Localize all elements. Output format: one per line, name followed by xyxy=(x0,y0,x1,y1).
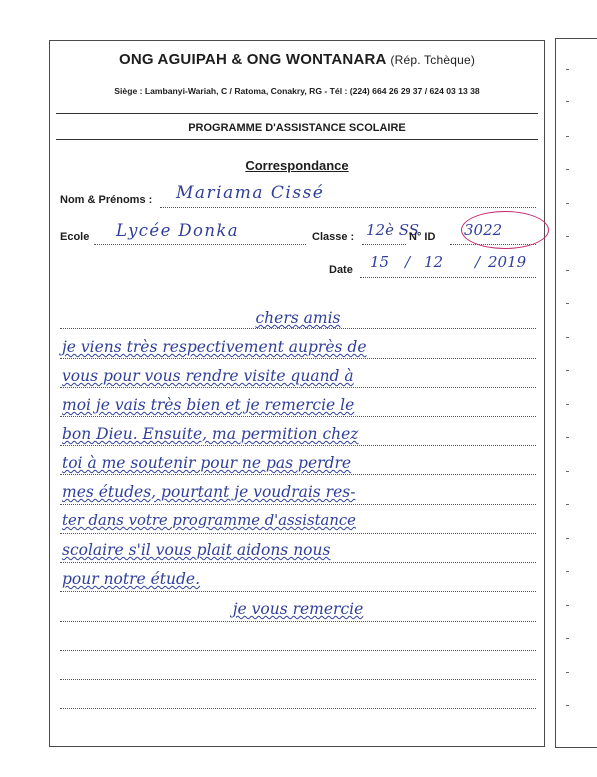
adjacent-page-dot xyxy=(566,672,569,673)
date-separator-icon: / xyxy=(405,253,411,271)
adjacent-page-dot xyxy=(566,705,569,706)
school-value: Lycée Donka xyxy=(116,221,240,240)
section-title: Correspondance xyxy=(245,158,349,173)
org-title: ONG AGUIPAH & ONG WONTANARA xyxy=(118,51,387,68)
adjacent-page-dot xyxy=(566,169,569,170)
id-label: N° ID xyxy=(409,231,436,243)
letter-line xyxy=(60,387,536,388)
letter-text-line: ter dans votre programme d'assistance xyxy=(62,512,356,529)
letter-line xyxy=(60,416,536,417)
name-dotted-line xyxy=(160,207,536,208)
letter-line xyxy=(60,328,536,329)
letter-line xyxy=(60,650,536,651)
school-label: Ecole xyxy=(60,231,90,243)
program-divider xyxy=(56,139,538,140)
letter-line xyxy=(60,474,536,475)
adjacent-page-dot xyxy=(566,101,569,102)
letter-text-line: chers amis xyxy=(255,309,341,327)
date-day: 15 xyxy=(370,253,390,271)
date-label: Date xyxy=(329,264,353,276)
adjacent-page-dot xyxy=(566,638,569,639)
class-label: Classe : xyxy=(312,231,355,243)
program-title: PROGRAMME D'ASSISTANCE SCOLAIRE xyxy=(188,122,406,134)
org-address: Siège : Lambanyi-Wariah, C / Ratoma, Conakry, RG - Tél : (224) 664 26 29 37 / 624 03 13 38 xyxy=(114,86,480,96)
letter-line xyxy=(60,445,536,446)
date-year: 2019 xyxy=(488,253,527,271)
header-divider xyxy=(56,113,538,114)
date-separator-icon: / xyxy=(475,253,481,271)
name-label: Nom & Prénoms : xyxy=(60,194,153,206)
letter-text-line: pour notre étude. xyxy=(62,570,201,588)
adjacent-page-dot xyxy=(566,270,569,271)
letter-text-line: moi je vais très bien et je remercie le xyxy=(62,396,355,414)
adjacent-page-dot xyxy=(566,571,569,572)
letter-text-line: vous pour vous rendre visite quand à xyxy=(62,367,354,385)
org-subtitle: (Rép. Tchèque) xyxy=(390,53,476,67)
org-header xyxy=(50,51,544,68)
letter-line xyxy=(60,562,536,563)
letter-line xyxy=(60,504,536,505)
letter-text-line: scolaire s'il vous plait aidons nous xyxy=(62,541,331,559)
adjacent-page-dot xyxy=(566,471,569,472)
date-month: 12 xyxy=(424,253,444,271)
school-dotted-line xyxy=(94,244,306,245)
letter-text-line: bon Dieu. Ensuite, ma permition chez xyxy=(62,425,359,443)
adjacent-page-dot xyxy=(566,437,569,438)
date-dotted-line xyxy=(360,277,536,278)
adjacent-page-dot xyxy=(566,504,569,505)
adjacent-page-dot xyxy=(566,538,569,539)
letter-line xyxy=(60,591,536,592)
letter-text-line: mes études, pourtant je voudrais res- xyxy=(62,483,356,501)
letter-line xyxy=(60,621,536,622)
id-circle-mark xyxy=(461,211,549,249)
adjacent-page-dot xyxy=(566,337,569,338)
letter-line xyxy=(60,708,536,709)
letter-text-line: je vous remercie xyxy=(232,600,364,618)
letter-text-line: je viens très respectivement auprès de xyxy=(62,338,367,356)
adjacent-page-dot xyxy=(566,404,569,405)
letter-line xyxy=(60,533,536,534)
adjacent-page-dot xyxy=(566,303,569,304)
letter-text-line: toi à me soutenir pour ne pas perdre xyxy=(62,454,352,472)
class-dotted-line xyxy=(362,244,406,245)
adjacent-page-edge xyxy=(555,38,597,748)
adjacent-page-dot xyxy=(566,605,569,606)
adjacent-page-dot xyxy=(566,203,569,204)
letter-line xyxy=(60,358,536,359)
correspondence-form xyxy=(49,40,545,747)
name-value: Mariama Cissé xyxy=(176,183,325,203)
class-value: 12è SS xyxy=(366,221,420,239)
adjacent-page-dot xyxy=(566,136,569,137)
adjacent-page-dot xyxy=(566,370,569,371)
id-value: 3022 xyxy=(464,221,503,239)
adjacent-page-dot xyxy=(566,69,569,70)
adjacent-page-dot xyxy=(566,236,569,237)
letter-line xyxy=(60,679,536,680)
